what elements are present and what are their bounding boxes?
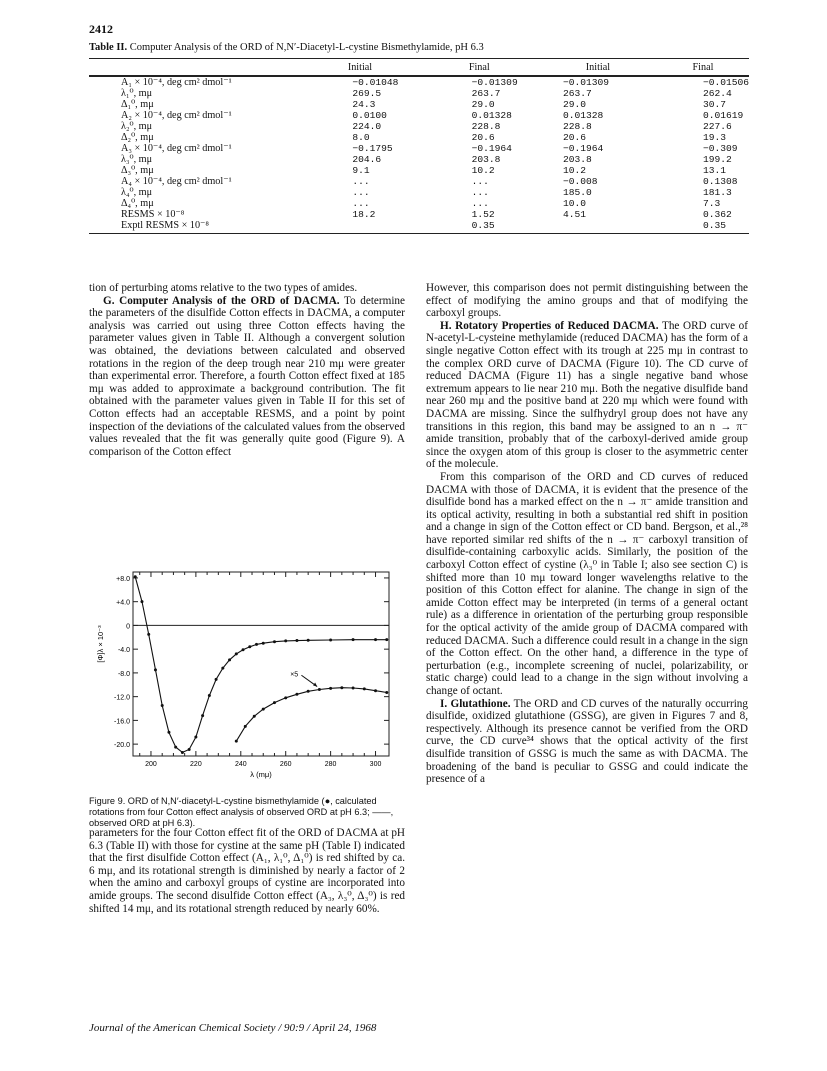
table-value-cell: 185.0 <box>562 187 592 198</box>
table-value-cell: 204.6 <box>352 154 382 165</box>
table-value-cell: 24.3 <box>352 99 376 110</box>
table-row <box>89 99 749 110</box>
calculated-point <box>188 748 191 751</box>
table-value-cell: 8.0 <box>352 132 370 143</box>
calculated-point <box>235 652 238 655</box>
right-paragraph-1: However, this comparison does not permit distinguishing between the effect of modifying the amino groups and that of modifying the carboxyl groups. <box>426 282 748 320</box>
table-value-cell: 0.01328 <box>471 110 512 121</box>
right-column <box>426 282 748 786</box>
section-h-heading: H. Rotatory Properties of Reduced DACMA. <box>440 319 659 332</box>
calculated-point <box>340 686 343 689</box>
table-value-cell <box>539 220 657 234</box>
y-tick-label: -4.0 <box>117 647 130 655</box>
plot-frame <box>133 572 389 756</box>
calculated-point <box>273 640 276 643</box>
calculated-point <box>318 688 321 691</box>
table-param-cell: A₄ × 10⁻⁴, deg cm² dmol⁻¹ <box>121 176 232 187</box>
calculated-point <box>154 668 157 671</box>
y-tick-label: +8.0 <box>116 575 130 583</box>
right-paragraph-2: From this comparison of the ORD and CD curves of reduced DACMA with those of DACMA, it is evident that the presence of the disulfide bond has a marked effect on the n → π⁻ amide transition and its optical activity, resulting in both a substantial red shift in position and a change in sign of the Cotton effect or CD band. Bergson, et al.,²⁸ have reported similar red shifts of the n → π⁻ carboxyl transition of disulfide-containing carboxylic acids. Similarly, the position of the carboxyl Cotton effect of cystine (λ₃⁰ in Table I; also see section C) is shifted more than 10 mμ toward longer wavelengths relative to the position of this Cotton effect for alanine. The change in sign of the amide Cotton effect may be interpreted (in terms of a general octant rule) as a difference in orientation of the perturbing group responsible for the optical activity of the amide group of DACMA compared with reduced DACMA. Such a difference could result in a change in the sign of the Cotton effect. On the other hand, a difference in the type of perturbation (e.g., incomplete screening of nuclei, polarizability, or static charge) could lead to a change in the sign without involving a change of octant. <box>426 470 748 697</box>
calculated-point <box>374 689 377 692</box>
table-value-cell: 0.362 <box>702 209 732 220</box>
section-i-heading: I. Glutathione. <box>440 697 511 710</box>
table-value-cell: 10.2 <box>471 165 495 176</box>
left-column-top <box>89 282 405 458</box>
calculated-point <box>329 638 332 641</box>
calculated-point <box>307 690 310 693</box>
observed-ord-line-2 <box>236 688 386 742</box>
table-value-cell: 0.0100 <box>352 110 387 121</box>
table-header-col1: Initial <box>347 62 373 73</box>
calculated-point <box>140 600 143 603</box>
table-value-cell: ... <box>471 176 489 187</box>
calculated-point <box>385 638 388 641</box>
journal-footer: Journal of the American Chemical Society / 90:9 / April 24, 1968 <box>89 1022 377 1034</box>
calculated-point <box>235 740 238 743</box>
calculated-point <box>221 667 224 670</box>
calculated-point <box>228 658 231 661</box>
section-g-heading: G. Computer Analysis of the ORD of DACMA. <box>103 294 340 307</box>
table-value-cell: 227.6 <box>702 121 732 132</box>
table-value-cell: 29.0 <box>562 99 586 110</box>
table-value-cell: 20.6 <box>562 132 586 143</box>
table-header-param <box>89 59 300 76</box>
table-value-cell: 18.2 <box>352 209 376 220</box>
table-param-cell: Δ₄⁰, mμ <box>121 198 154 209</box>
table-param-cell: λ₄⁰, mμ <box>121 187 153 198</box>
table-value-cell: ... <box>352 198 370 209</box>
calculated-point <box>181 751 184 754</box>
table-value-cell: ... <box>471 198 489 209</box>
calculated-point <box>284 639 287 642</box>
table-caption-text: Computer Analysis of the ORD of N,N′-Diacetyl-L-cystine Bismethylamide, pH 6.3 <box>129 42 484 53</box>
page-number: 2412 <box>89 22 113 36</box>
table-value-cell: 0.35 <box>420 220 539 234</box>
section-h <box>426 320 748 471</box>
x5-annotation: ×5 <box>290 671 299 679</box>
table-value-cell <box>300 220 419 234</box>
calculated-point <box>295 639 298 642</box>
table-value-cell: 0.35 <box>657 220 749 234</box>
table-value-cell: 0.01328 <box>562 110 604 121</box>
table-value-cell: 263.7 <box>562 88 592 99</box>
table-row <box>89 88 749 99</box>
table-value-cell: −0.008 <box>562 176 598 187</box>
calculated-point <box>208 694 211 697</box>
calculated-point <box>295 693 298 696</box>
section-g-text: To determine the parameters of the disulfide Cotton effects in DACMA, a computer analysis was carried out using three Cotton effects having the parameter values given in Table II. Although a convergent solution was obtained, the deviations between calculated and observed rotations in the region of the deep trough near 210 mμ were greater than experimental error. Therefore, a fourth Cotton effect fixed at 185 mμ was added to approximate a background contribution. The fit obtained with the parameter values given in Table II for this set of Cotton effects had an acceptable RESMS, and a point by point inspection of the deviations of the calculated values from the observed values revealed that the fit was generally quite good (Figure 9). A comparison of the Cotton effect <box>89 294 405 458</box>
calculated-point <box>385 691 388 694</box>
table-value-cell: ... <box>352 176 370 187</box>
y-tick-label: -12.0 <box>114 694 130 702</box>
left-paragraph-after-figure: parameters for the four Cotton effect fit of the ORD of DACMA at pH 6.3 (Table II) with those for cystine at the same pH (Table I) indicated that the first disulfide Cotton effect (A₁, λ₁⁰, Δ₁⁰) is red shifted by ca. 6 mμ, and its rotational strength is diminished by nearly a factor of 2 when the amino and carboxyl groups of cystine are incorporated into amide groups. The second disulfide Cotton effect (A₃, λ₃⁰, Δ₃⁰) is red shifted 14 mμ, and its rotational strength reduced by nearly 60%. <box>89 827 405 915</box>
x-tick-label: 240 <box>234 761 247 768</box>
left-paragraph-continued: tion of perturbing atoms relative to the two types of amides. <box>89 282 358 294</box>
table-header-col2: Final <box>468 62 490 73</box>
table-value-cell: −0.1964 <box>562 143 604 154</box>
section-i <box>426 698 748 786</box>
x-tick-label: 200 <box>145 761 157 768</box>
table-param-cell: λ₁⁰, mμ <box>121 88 153 99</box>
table-param-cell: A₃ × 10⁻⁴, deg cm² dmol⁻¹ <box>121 143 232 154</box>
section-i-text: The ORD and CD curves of the naturally occurring disulfide, oxidized glutathione (GSSG), are given in Figures 7 and 8, respectively. Although its presence cannot be verified from the ORD curve, the CD curve³⁴ shows that the optical activity of the first disulfide transition of GSSG is much the same as with DACMA. The broadening of the band is peculiar to GSSG and could indicate the presence of a <box>426 697 748 786</box>
calculated-point <box>262 708 265 711</box>
section-g <box>89 295 405 459</box>
table-value-cell: 10.2 <box>562 165 586 176</box>
calculated-point <box>194 736 197 739</box>
calculated-point <box>215 678 218 681</box>
table-value-cell: 13.1 <box>702 165 726 176</box>
table-caption <box>89 42 749 53</box>
table-param-cell: RESMS × 10⁻⁸ <box>121 209 185 220</box>
table-row <box>89 198 749 209</box>
y-tick-label: 0 <box>126 623 130 631</box>
table-row <box>89 165 749 176</box>
table-row <box>89 209 749 220</box>
figure-9 <box>89 566 405 796</box>
table-value-cell: 19.3 <box>702 132 726 143</box>
table-param-cell: Δ₂⁰, mμ <box>121 132 154 143</box>
table-value-cell: 1.52 <box>471 209 495 220</box>
table-header-col4: Final <box>692 62 714 73</box>
table-value-cell: −0.01309 <box>471 77 518 88</box>
y-axis-label: [Φ]λ × 10⁻³ <box>96 625 105 663</box>
table-value-cell: −0.01506 <box>702 77 749 88</box>
table-value-cell: 7.3 <box>702 198 721 209</box>
figure-caption: Figure 9. ORD of N,N′-diacetyl-L-cystine bismethylamide (●, calculated rotations from four Cotton effect analysis of observed ORD at pH 6.3; ——, observed ORD at pH 6.3). <box>89 796 394 828</box>
y-tick-label: -20.0 <box>114 742 130 750</box>
table-value-cell: 203.8 <box>562 154 592 165</box>
table-value-cell: 10.0 <box>562 198 586 209</box>
table-value-cell: 228.8 <box>471 121 501 132</box>
calculated-point <box>262 642 265 645</box>
calculated-point <box>244 725 247 728</box>
calculated-point <box>352 687 355 690</box>
table-row <box>89 176 749 187</box>
table-row <box>89 154 749 165</box>
table-param-cell: A₁ × 10⁻⁴, deg cm² dmol⁻¹ <box>121 77 232 88</box>
calculated-point <box>255 643 258 646</box>
calculated-point <box>161 704 164 707</box>
table-value-cell: 263.7 <box>471 88 501 99</box>
calculated-point <box>284 696 287 699</box>
table-param-cell: λ₃⁰, mμ <box>121 154 153 165</box>
table-value-cell: 30.7 <box>702 99 726 110</box>
table-row <box>89 77 749 89</box>
table-param-cell: Exptl RESMS × 10⁻⁸ <box>89 220 300 234</box>
table-header-col3: Initial <box>585 62 611 73</box>
table-value-cell: −0.309 <box>702 143 738 154</box>
table-row <box>89 121 749 132</box>
x-tick-label: 280 <box>324 761 337 768</box>
table-row <box>89 143 749 154</box>
y-tick-label: +4.0 <box>116 599 130 607</box>
calculated-point <box>248 645 251 648</box>
table-row <box>89 187 749 198</box>
section-h-text: The ORD curve of N-acetyl-L-cysteine methylamide (reduced DACMA) has the form of a single negative Cotton effect with its trough at 225 mμ in contrast to the complex ORD curve of DACMA (Figure 10). The CD curve of reduced DACMA (Figure 11) has a single negative band whose extremum appears to lie near 210 mμ. Both the negative disulfide band near 260 mμ and the positive band at 220 mμ which were found with DACMA are missing. Since the sulfhydryl group does not have any transitions in this region, this band may be assigned to an n → π⁻ amide transition, probably that of the carboxyl-derived amide group since the oxygen atom of this group is closer to the asymmetric center of the molecule. <box>426 319 748 471</box>
table-value-cell: 9.1 <box>352 165 370 176</box>
table-value-cell: 203.8 <box>471 154 501 165</box>
y-tick-label: -16.0 <box>114 718 130 726</box>
calculated-point <box>201 714 204 717</box>
table-value-cell: −0.1795 <box>352 143 393 154</box>
table-value-cell: −0.01309 <box>562 77 610 88</box>
calculated-point <box>134 575 137 578</box>
table-param-cell: Δ₃⁰, mμ <box>121 165 154 176</box>
results-table <box>89 58 749 234</box>
calculated-point <box>273 701 276 704</box>
calculated-point <box>253 715 256 718</box>
table-value-cell: 0.1308 <box>702 176 738 187</box>
table-param-cell: Δ₁⁰, mμ <box>121 99 154 110</box>
table-value-cell: 269.5 <box>352 88 382 99</box>
calculated-point <box>374 638 377 641</box>
x-axis-label: λ (mμ) <box>250 770 272 779</box>
table-value-cell: 224.0 <box>352 121 382 132</box>
table-value-cell: 0.01619 <box>702 110 744 121</box>
calculated-point <box>242 648 245 651</box>
x-tick-label: 260 <box>279 761 292 768</box>
table-value-cell: 181.3 <box>702 187 732 198</box>
table-param-cell: λ₂⁰, mμ <box>121 121 153 132</box>
x-tick-label: 220 <box>190 761 202 768</box>
calculated-point <box>329 687 332 690</box>
table-param-cell: A₂ × 10⁻⁴, deg cm² dmol⁻¹ <box>121 110 232 121</box>
calculated-point <box>167 731 170 734</box>
x-tick-label: 300 <box>369 761 382 768</box>
table-value-cell: −0.1964 <box>471 143 512 154</box>
y-tick-label: -8.0 <box>117 670 130 678</box>
table-value-cell: ... <box>352 187 370 198</box>
table-value-cell: 228.8 <box>562 121 592 132</box>
left-column-bottom <box>89 827 405 915</box>
table-caption-label: Table II. <box>89 42 128 53</box>
calculated-point <box>174 746 177 749</box>
table-row <box>89 110 749 121</box>
table-row <box>89 220 749 234</box>
calculated-point <box>363 687 366 690</box>
table-value-cell: −0.01048 <box>352 77 399 88</box>
table-value-cell: ... <box>471 187 489 198</box>
table-value-cell: 29.0 <box>471 99 495 110</box>
table-row <box>89 132 749 143</box>
table-value-cell: 4.51 <box>562 209 586 220</box>
table-value-cell: 262.4 <box>702 88 732 99</box>
calculated-point <box>147 633 150 636</box>
calculated-point <box>307 639 310 642</box>
calculated-point <box>352 638 355 641</box>
ord-chart <box>89 566 405 796</box>
table-value-cell: 199.2 <box>702 154 732 165</box>
table-value-cell: 20.6 <box>471 132 495 143</box>
observed-ord-line-1 <box>135 577 387 753</box>
